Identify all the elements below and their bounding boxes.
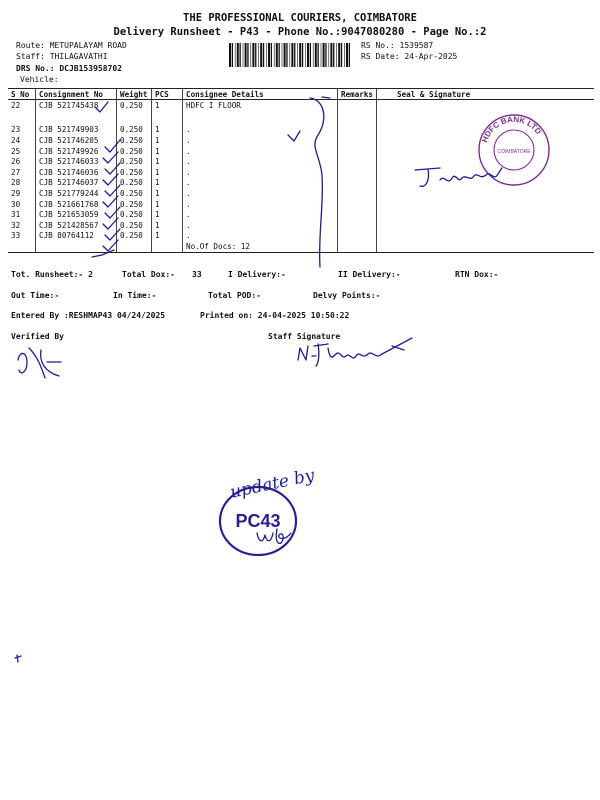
col-weight: Weight bbox=[117, 89, 152, 100]
in-time: In Time:- bbox=[113, 291, 157, 300]
runsheet-subtitle: Delivery Runsheet - P43 - Phone No.:9047080280 - Page No.:2 bbox=[113, 26, 487, 38]
row-pcs: 1 bbox=[152, 125, 183, 136]
row-sno: 25 bbox=[11, 146, 21, 156]
row-remarks bbox=[338, 199, 377, 210]
row-weight: 0.250 bbox=[117, 156, 152, 167]
row-pcs: 1 bbox=[152, 220, 183, 231]
barcode-bar bbox=[294, 43, 295, 67]
barcode-bar bbox=[307, 43, 309, 67]
row-weight: 0.250 bbox=[117, 125, 152, 136]
row-weight: 0.250 bbox=[117, 178, 152, 189]
row-sno: 27 bbox=[11, 167, 21, 177]
rs-date: RS Date: 24-Apr-2025 bbox=[361, 52, 458, 61]
bracket-mark bbox=[280, 95, 340, 275]
spacer-cell bbox=[152, 111, 183, 125]
barcode-bar bbox=[330, 43, 332, 67]
vehicle-label: Vehicle: bbox=[20, 75, 59, 84]
row-weight: 0.250 bbox=[117, 209, 152, 220]
row-seal bbox=[377, 231, 594, 242]
barcode-bar bbox=[271, 43, 272, 67]
barcode-bar bbox=[245, 43, 247, 67]
rtn-dox: RTN Dox:- bbox=[455, 270, 499, 279]
staff-signature bbox=[292, 334, 417, 374]
barcode-bar bbox=[346, 43, 348, 67]
row-remarks bbox=[338, 188, 377, 199]
docs-cell bbox=[338, 241, 377, 252]
barcode-bar bbox=[313, 43, 314, 67]
row-remarks bbox=[338, 125, 377, 136]
row-consignment: CJB 80764112 bbox=[36, 231, 117, 242]
row-remarks bbox=[338, 100, 377, 111]
row-pcs: 1 bbox=[152, 135, 183, 146]
barcode-bar bbox=[237, 43, 239, 67]
handwritten-update-note bbox=[228, 466, 328, 506]
row-seal bbox=[377, 100, 594, 111]
bank-seal-text: HDFC BANK LTD bbox=[480, 114, 544, 144]
barcode-bar bbox=[252, 43, 254, 67]
col-sno: S No bbox=[8, 89, 36, 100]
barcode-bar bbox=[291, 43, 293, 67]
barcode-bar bbox=[284, 43, 286, 67]
barcode-bar bbox=[263, 43, 264, 67]
ii-delivery: II Delivery:- bbox=[338, 270, 401, 279]
row-consignee: . bbox=[183, 156, 338, 167]
row-sno: 26 bbox=[11, 157, 21, 167]
barcode-bar bbox=[243, 43, 244, 67]
stray-mark bbox=[13, 654, 23, 664]
barcode-bar bbox=[336, 43, 337, 67]
row-consignee: . bbox=[183, 167, 338, 178]
barcode-bar bbox=[310, 43, 311, 67]
row-remarks bbox=[338, 146, 377, 157]
total-pod: Total POD:- bbox=[208, 291, 261, 300]
barcode-bar bbox=[232, 43, 233, 67]
tot-runsheet: Tot. Runsheet:- 2 bbox=[11, 270, 93, 279]
row-consignee: . bbox=[183, 146, 338, 157]
row-pcs: 1 bbox=[152, 231, 183, 242]
barcode-bar bbox=[315, 43, 317, 67]
delvy-points: Delvy Points:- bbox=[313, 291, 381, 300]
rs-number: RS No.: 1539587 bbox=[361, 41, 434, 50]
spacer-cell bbox=[338, 111, 377, 125]
stamp-initials bbox=[255, 525, 295, 549]
row-sno: 32 bbox=[11, 220, 21, 230]
row-weight: 0.250 bbox=[117, 231, 152, 242]
barcode-bar bbox=[299, 43, 301, 67]
barcode-bar bbox=[290, 43, 291, 67]
barcode-bar bbox=[286, 43, 287, 67]
row-consignee: . bbox=[183, 178, 338, 189]
row-seal bbox=[377, 199, 594, 210]
barcode-bar bbox=[240, 43, 241, 67]
row-consignment: CJB 521653059 bbox=[36, 209, 117, 220]
row-consignee: . bbox=[183, 231, 338, 242]
row-consignment: CJB 521749903 bbox=[36, 125, 117, 136]
verified-by-signature bbox=[15, 342, 75, 382]
col-seal: Seal & Signature bbox=[377, 89, 594, 100]
row-consignment: CJB 521661768 bbox=[36, 199, 117, 210]
row-consignee: . bbox=[183, 135, 338, 146]
row-consignee: . bbox=[183, 199, 338, 210]
barcode-bar bbox=[255, 43, 256, 67]
barcode-bar bbox=[258, 43, 259, 67]
row-pcs: 1 bbox=[152, 199, 183, 210]
spacer-cell bbox=[8, 111, 36, 125]
row-remarks bbox=[338, 231, 377, 242]
update-note-text: update by bbox=[228, 465, 317, 503]
barcode-bar bbox=[344, 43, 345, 67]
barcode-bar bbox=[333, 43, 334, 67]
out-time: Out Time:- bbox=[11, 291, 60, 300]
no-of-docs: No.Of Docs: 12 bbox=[183, 241, 338, 252]
docs-cell bbox=[152, 241, 183, 252]
row-pcs: 1 bbox=[152, 100, 183, 111]
row-consignee: . bbox=[183, 188, 338, 199]
row-weight: 0.250 bbox=[117, 199, 152, 210]
barcode-bar bbox=[282, 43, 283, 67]
row-weight: 0.250 bbox=[117, 135, 152, 146]
row-sno: 24 bbox=[11, 135, 21, 145]
row-weight: 0.250 bbox=[117, 100, 152, 111]
row-sno: 31 bbox=[11, 210, 21, 220]
row-sno: 23 bbox=[11, 125, 21, 135]
printed-on: Printed on: 24-04-2025 10:50:22 bbox=[200, 311, 350, 320]
row-consignee: HDFC I FLOOR bbox=[183, 100, 338, 111]
total-dox-value: 33 bbox=[192, 270, 202, 279]
barcode-bar bbox=[302, 43, 303, 67]
row-remarks bbox=[338, 135, 377, 146]
row-consignment: CJB 521779244 bbox=[36, 188, 117, 199]
docs-cell bbox=[377, 241, 594, 252]
barcode-bar bbox=[274, 43, 275, 67]
row-sno: 28 bbox=[11, 178, 21, 188]
barcode-bar bbox=[251, 43, 252, 67]
row-consignment: CJB 521745438 bbox=[36, 100, 117, 111]
row-seal bbox=[377, 209, 594, 220]
row-weight: 0.250 bbox=[117, 167, 152, 178]
barcode-bar bbox=[279, 43, 280, 67]
row-weight: 0.250 bbox=[117, 220, 152, 231]
row-consignee: . bbox=[183, 209, 338, 220]
barcode-bar bbox=[268, 43, 270, 67]
row-consignment: CJB 521746036 bbox=[36, 167, 117, 178]
row-pcs: 1 bbox=[152, 178, 183, 189]
barcode-bar bbox=[276, 43, 278, 67]
col-remarks: Remarks bbox=[338, 89, 377, 100]
row-consignment: CJB 521746037 bbox=[36, 178, 117, 189]
docs-cell bbox=[8, 241, 36, 252]
barcode-bar bbox=[247, 43, 248, 67]
row-remarks bbox=[338, 220, 377, 231]
row-consignment: CJB 521746033 bbox=[36, 156, 117, 167]
row-pcs: 1 bbox=[152, 188, 183, 199]
staff-signature-label: Staff Signature bbox=[268, 332, 341, 341]
barcode-bar bbox=[266, 43, 267, 67]
row-sno: 29 bbox=[11, 188, 21, 198]
row-remarks bbox=[338, 178, 377, 189]
barcode-bar bbox=[341, 43, 342, 67]
row-sno: 22 bbox=[11, 100, 21, 110]
pc43-stamp-text: PC43 bbox=[235, 511, 281, 531]
drs-number: DRS No.: DCJB153958702 bbox=[16, 64, 122, 73]
barcode-bar bbox=[321, 43, 322, 67]
row-consignment: CJB 521746205 bbox=[36, 135, 117, 146]
entered-by: Entered By :RESHMAP43 04/24/2025 bbox=[11, 311, 166, 320]
seal-signature bbox=[410, 160, 510, 200]
barcode-bar bbox=[260, 43, 262, 67]
row-remarks bbox=[338, 167, 377, 178]
row-consignment: CJB 521749926 bbox=[36, 146, 117, 157]
verified-by-label: Verified By bbox=[11, 332, 64, 341]
bank-seal-inner: COIMBATORE bbox=[497, 149, 531, 155]
row-sno: 33 bbox=[11, 231, 21, 241]
staff-label: Staff: THILAGAVATHI bbox=[16, 52, 108, 61]
row-consignee: . bbox=[183, 220, 338, 231]
total-dox-label: Total Dox:- bbox=[122, 270, 175, 279]
barcode-bar bbox=[229, 43, 231, 67]
col-consignment: Consignment No bbox=[36, 89, 117, 100]
row-consignee: . bbox=[183, 125, 338, 136]
delivery-checkmarks bbox=[70, 100, 140, 260]
barcode-image bbox=[229, 43, 352, 67]
route-label: Route: METUPALAYAM ROAD bbox=[16, 41, 127, 50]
row-consignment: CJB 521428567 bbox=[36, 220, 117, 231]
row-pcs: 1 bbox=[152, 167, 183, 178]
i-delivery: I Delivery:- bbox=[228, 270, 286, 279]
barcode-bar bbox=[323, 43, 325, 67]
row-weight: 0.250 bbox=[117, 146, 152, 157]
barcode-bar bbox=[349, 43, 350, 67]
barcode-bar bbox=[338, 43, 340, 67]
row-seal bbox=[377, 220, 594, 231]
barcode-bar bbox=[235, 43, 236, 67]
company-title: THE PROFESSIONAL COURIERS, COIMBATORE bbox=[183, 12, 417, 24]
row-pcs: 1 bbox=[152, 156, 183, 167]
col-consignee: Consignee Details bbox=[183, 89, 338, 100]
barcode-bar bbox=[297, 43, 298, 67]
barcode-bar bbox=[305, 43, 306, 67]
barcode-bar bbox=[318, 43, 319, 67]
row-sno: 30 bbox=[11, 199, 21, 209]
row-remarks bbox=[338, 209, 377, 220]
row-pcs: 1 bbox=[152, 146, 183, 157]
row-remarks bbox=[338, 156, 377, 167]
col-pcs: PCS bbox=[152, 89, 183, 100]
row-weight: 0.250 bbox=[117, 188, 152, 199]
barcode-bar bbox=[329, 43, 330, 67]
row-pcs: 1 bbox=[152, 209, 183, 220]
barcode-bar bbox=[325, 43, 326, 67]
